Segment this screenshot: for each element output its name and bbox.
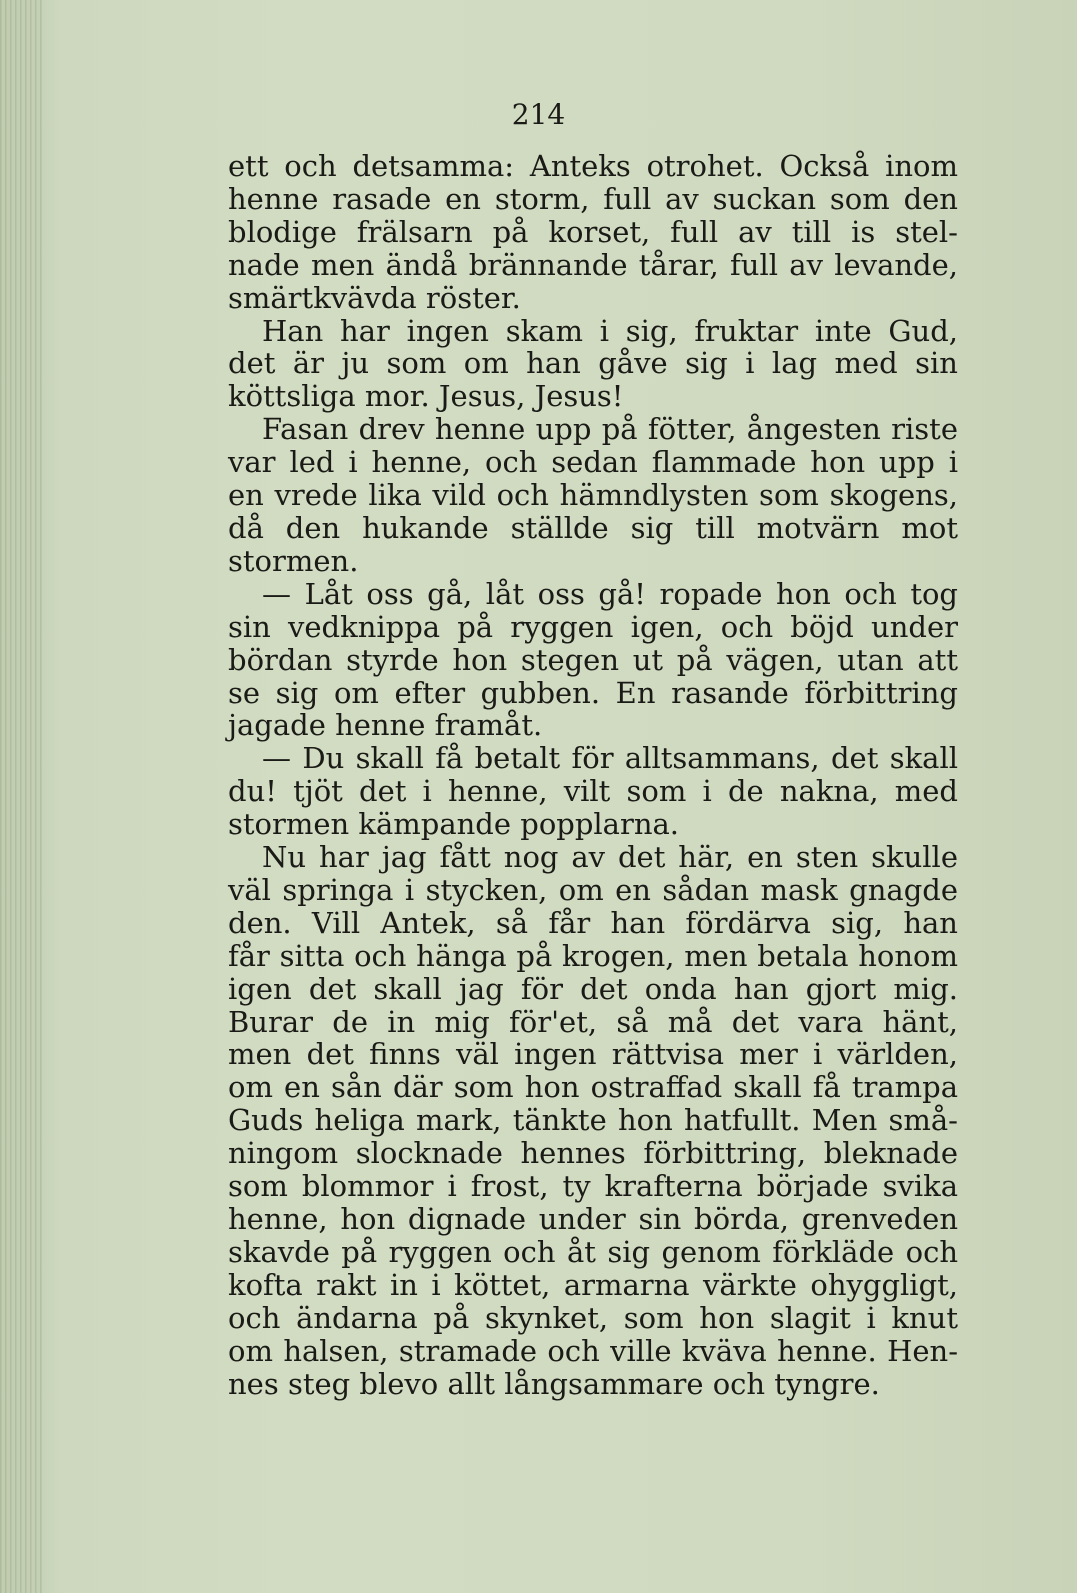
text-line: men det finns väl ingen rättvisa mer i världen, xyxy=(228,1037,958,1072)
text-line: igen det skall jag för det onda han gjort mig. xyxy=(228,971,958,1006)
text-line: blodige frälsarn på korset, full av till is stel- xyxy=(228,214,958,249)
text-line: kofta rakt in i köttet, armarna värkte ohyggligt, xyxy=(228,1267,958,1302)
text-line: — Låt oss gå, låt oss gå! ropade hon och tog xyxy=(262,576,958,611)
text-line: om en sån där som hon ostraffad skall få trampa xyxy=(228,1070,958,1105)
page-binding-edge xyxy=(0,0,42,1593)
text-line: ningom slocknade hennes förbittring, bleknade xyxy=(228,1136,958,1171)
text-line: sin vedknippa på ryggen igen, och böjd under xyxy=(228,609,958,644)
text-line: köttsliga mor. Jesus, Jesus! xyxy=(228,379,624,414)
text-line: stormen kämpande popplarna. xyxy=(228,807,680,842)
text-line: den. Vill Antek, så får han fördärva sig, han xyxy=(228,905,958,940)
text-line: du! tjöt det i henne, vilt som i de nakna, med xyxy=(228,774,958,809)
text-line: nade men ändå brännande tårar, full av levande, xyxy=(228,247,958,282)
text-line: som blommor i frost, ty krafterna började svika xyxy=(228,1169,958,1204)
text-line: nes steg blevo allt långsammare och tyngre. xyxy=(228,1366,880,1401)
text-line: henne rasade en storm, full av suckan som den xyxy=(228,181,958,216)
text-line: får sitta och hänga på krogen, men betala honom xyxy=(228,938,958,973)
text-line: och ändarna på skynket, som hon slagit i knut xyxy=(228,1300,958,1335)
text-line: om halsen, stramade och ville kväva henne. Hen- xyxy=(228,1333,958,1368)
text-line: henne, hon dignade under sin börda, grenveden xyxy=(228,1202,958,1236)
text-line: skavde på ryggen och åt sig genom förkläde och xyxy=(228,1234,958,1269)
text-line: stormen. xyxy=(228,543,359,578)
text-line: Han har ingen skam i sig, fruktar inte Gud, xyxy=(262,313,958,348)
text-line: var led i henne, och sedan flammade hon upp i xyxy=(228,445,958,480)
text-line: — Du skall få betalt för alltsammans, det skall xyxy=(262,741,958,776)
text-line: smärtkvävda röster. xyxy=(228,280,521,315)
text-line: väl springa i stycken, om en sådan mask gnagde xyxy=(228,872,958,907)
page-number: 214 xyxy=(511,98,566,131)
text-line: bördan styrde hon stegen ut på vägen, utan att xyxy=(228,642,958,677)
body-text xyxy=(228,150,958,1400)
text-line: Fasan drev henne upp på fötter, ångesten riste xyxy=(262,412,958,447)
text-line: Guds heliga mark, tänkte hon hatfullt. Men små- xyxy=(228,1103,958,1138)
text-line: en vrede lika vild och hämndlysten som skogens, xyxy=(228,478,958,513)
text-line: Nu har jag fått nog av det här, en sten skulle xyxy=(262,840,958,875)
text-line: se sig om efter gubben. En rasande förbittring xyxy=(228,675,958,710)
text-line: Burar de in mig för'et, så må det vara hänt, xyxy=(228,1004,958,1039)
text-line: det är ju som om han gåve sig i lag med sin xyxy=(228,346,958,381)
text-line: ett och detsamma: Anteks otrohet. Också inom xyxy=(228,149,958,183)
text-line: då den hukande ställde sig till motvärn mot xyxy=(228,510,958,545)
text-line: jagade henne framåt. xyxy=(228,708,543,743)
